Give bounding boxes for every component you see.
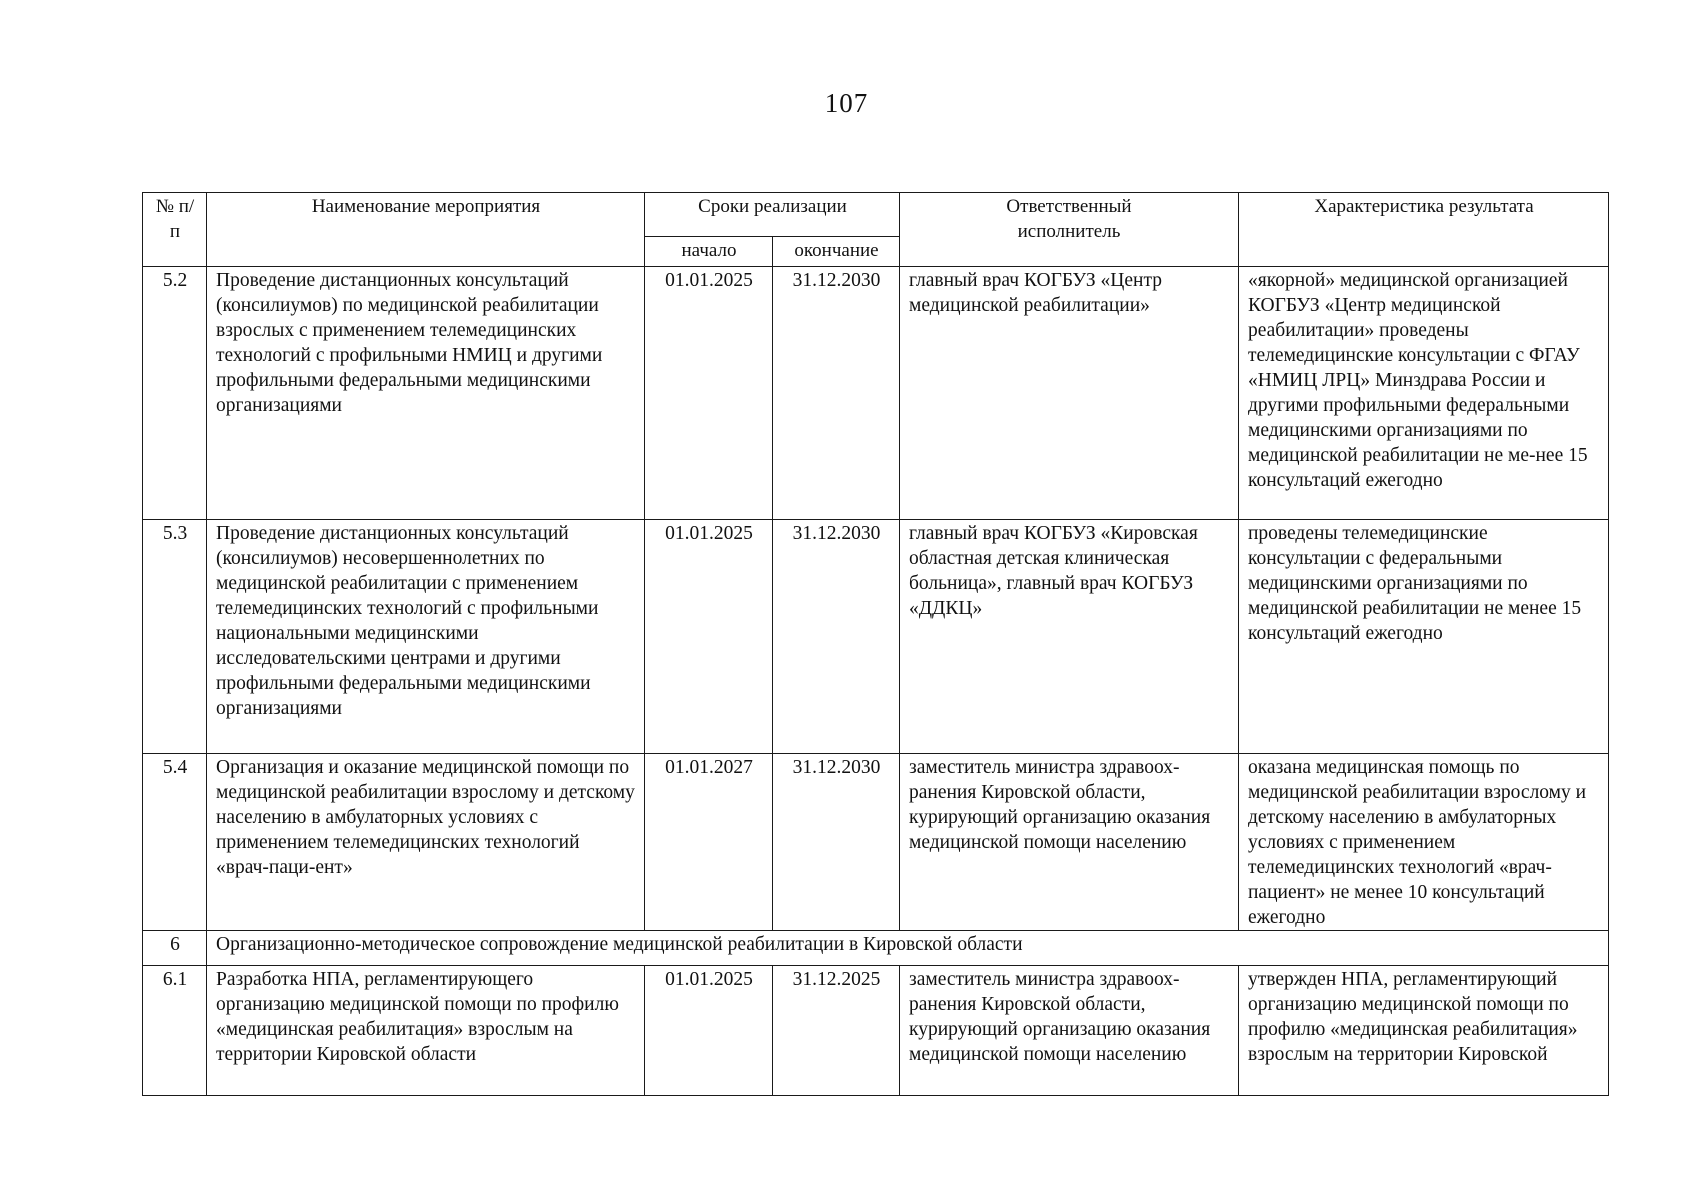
row-number: 5.4 [143,754,207,931]
table-row [143,754,1609,931]
end-date: 31.12.2025 [773,966,900,1096]
header-end: окончание [773,237,900,267]
activity-name: Проведение дистанционных консультаций (консилиумов) по медицинской реабилитации взрослых с применением телемедицинских технологий с профильными НМИЦ и другими профильными федеральными медицинскими организациями [207,267,645,520]
start-date: 01.01.2025 [645,267,773,520]
result-description: проведены телемедицинские консультации с федеральными медицинскими организациями по медицинской реабилитации не менее 15 консультаций ежегодно [1239,520,1609,754]
result-description: утвержден НПА, регламентирующий организацию медицинской помощи по профилю «медицинская реабилитация» взрослым на территории Кировской [1239,966,1609,1096]
header-activity-name: Наименование мероприятия [207,193,645,267]
start-date: 01.01.2025 [645,966,773,1096]
responsible-executor: главный врач КОГБУЗ «Кировская областная детская клиническая больница», главный врач КОГБУЗ «ДДКЦ» [900,520,1239,754]
activity-name: Организация и оказание медицинской помощи по медицинской реабилитации взрослому и детскому населению в амбулаторных условиях с применением телемедицинских технологий «врач-паци-ент» [207,754,645,931]
end-date: 31.12.2030 [773,520,900,754]
header-responsible: Ответственный исполнитель [900,193,1239,267]
header-start: начало [645,237,773,267]
header-period: Сроки реализации [645,193,900,237]
end-date: 31.12.2030 [773,267,900,520]
row-number: 6.1 [143,966,207,1096]
row-number: 5.3 [143,520,207,754]
table-row [143,520,1609,754]
header-number: № п/п [143,193,207,267]
start-date: 01.01.2025 [645,520,773,754]
result-description: «якорной» медицинской организацией КОГБУЗ «Центр медицинской реабилитации» проведены телемедицинские консультации с ФГАУ «НМИЦ ЛРЦ» Минздрава России и другими профильными федеральными медицинскими организациями по медицинской реабилитации не ме-нее 15 консультаций ежегодно [1239,267,1609,520]
result-description: оказана медицинская помощь по медицинской реабилитации взрослому и детскому населению в амбулаторных условиях с применением телемедицинских технологий «врач-пациент» не менее 10 консультаций ежегодно [1239,754,1609,931]
row-number: 5.2 [143,267,207,520]
responsible-executor: заместитель министра здравоох-ранения Кировской области, курирующий организацию оказания медицинской помощи населению [900,966,1239,1096]
table-row [143,966,1609,1096]
section-title: Организационно-методическое сопровождение медицинской реабилитации в Кировской области [207,931,1609,966]
start-date: 01.01.2027 [645,754,773,931]
header-result: Характеристика результата [1239,193,1609,267]
activity-name: Проведение дистанционных консультаций (консилиумов) несовершеннолетних по медицинской реабилитации с применением телемедицинских технологий с профильными национальными медицинскими исследовательскими центрами и другими профильными федеральными медицинскими организациями [207,520,645,754]
section-row [143,931,1609,966]
section-number: 6 [143,931,207,966]
page-number: 107 [824,88,869,118]
responsible-executor: главный врач КОГБУЗ «Центр медицинской реабилитации» [900,267,1239,520]
activities-table [142,192,1609,1096]
end-date: 31.12.2030 [773,754,900,931]
activity-name: Разработка НПА, регламентирующего организацию медицинской помощи по профилю «медицинская реабилитация» взрослым на территории Кировской области [207,966,645,1096]
table-row [143,267,1609,520]
responsible-executor: заместитель министра здравоох-ранения Кировской области, курирующий организацию оказания медицинской помощи населению [900,754,1239,931]
